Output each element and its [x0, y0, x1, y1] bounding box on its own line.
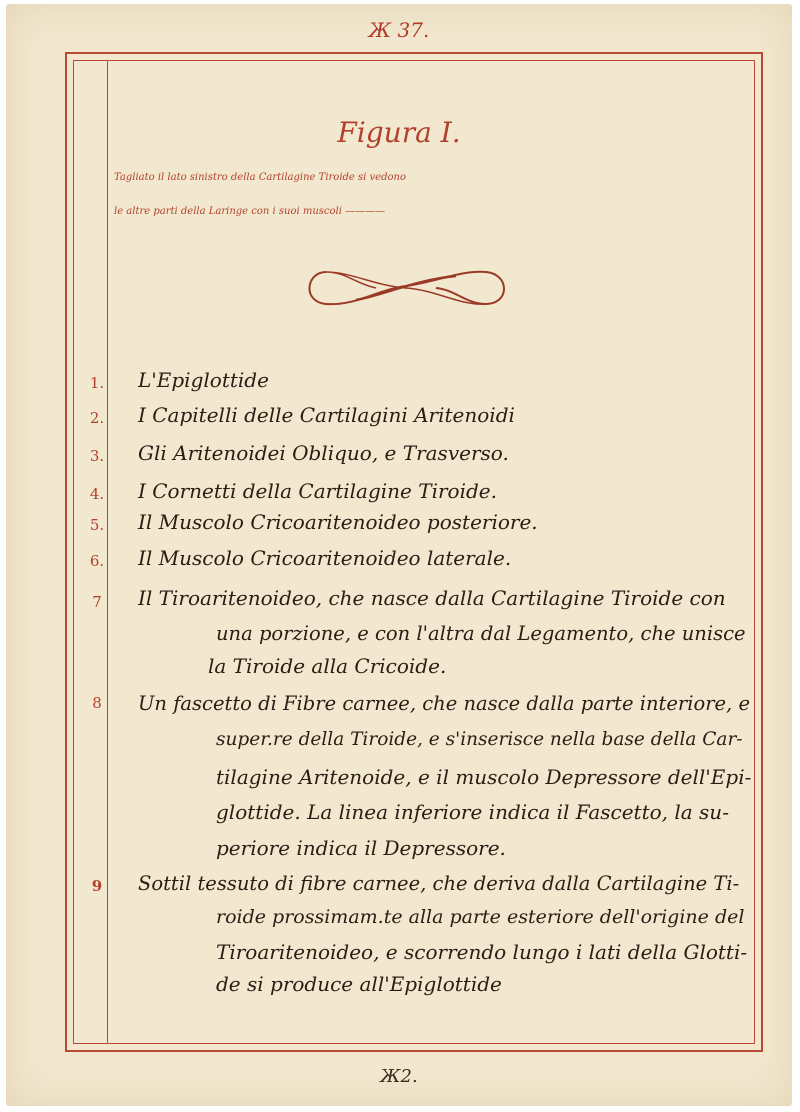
item-5-line-1: Il Muscolo Cricoaritenoideo posteriore.: [138, 510, 538, 534]
item-number-8: 8: [92, 694, 102, 712]
calligraphic-flourish-ornament: [296, 260, 516, 316]
item-number-6: 6.: [89, 552, 105, 570]
figure-title: Figura I.: [337, 116, 461, 149]
item-9-line-3: Tiroaritenoideo, e scorrendo lungo i lati della Glotti-: [216, 940, 748, 964]
item-9-line-2: roide prossimam.te alla parte esteriore dell'origine del: [216, 906, 745, 928]
item-8-line-4: glottide. La linea inferiore indica il Fascetto, la su-: [216, 800, 729, 824]
item-8-line-1: Un fascetto di Fibre carnee, che nasce dalla parte interiore, e: [138, 692, 750, 715]
item-number-4: 4.: [89, 485, 105, 503]
item-7-line-3: la Tiroide alla Cricoide.: [208, 654, 447, 678]
item-number-9: 9: [91, 877, 103, 895]
item-number-7: 7: [92, 593, 102, 611]
item-4-line-1: I Cornetti della Cartilagine Tiroide.: [138, 479, 497, 503]
item-9-line-4: de si produce all'Epiglottide: [216, 972, 502, 996]
item-8-line-3: tilagine Aritenoide, e il muscolo Depressore dell'Epi-: [216, 765, 752, 789]
item-7-line-1: Il Tiroaritenoideo, che nasce dalla Cartilagine Tiroide con: [138, 586, 726, 610]
item-9-line-1: Sottil tessuto di fibre carnee, che deriva dalla Cartilagine Ti-: [138, 872, 740, 895]
folio-number-top: Ж 37.: [368, 18, 430, 42]
item-8-line-5: periore indica il Depressore.: [216, 836, 506, 860]
item-number-5: 5.: [89, 516, 105, 534]
folio-number-bottom: Ж2.: [380, 1066, 418, 1087]
item-number-2: 2.: [89, 409, 105, 427]
item-number-3: 3.: [89, 447, 105, 465]
item-number-1: 1.: [89, 374, 105, 392]
subtitle-line-2: le altre parti della Laringe con i suoi muscoli ————: [114, 206, 386, 217]
item-2-line-1: I Capitelli delle Cartilagini Aritenoidi: [138, 403, 515, 427]
item-1-line-1: L'Epiglottide: [138, 368, 269, 392]
item-6-line-1: Il Muscolo Cricoaritenoideo laterale.: [138, 546, 512, 570]
manuscript-page: [6, 4, 792, 1106]
item-7-line-2: una porzione, e con l'altra dal Legamento, che unisce: [216, 622, 746, 645]
subtitle-line-1: Tagliato il lato sinistro della Cartilagine Tiroide si vedono: [114, 172, 406, 183]
item-3-line-1: Gli Aritenoidei Obliquo, e Trasverso.: [138, 441, 509, 465]
item-8-line-2: super.re della Tiroide, e s'inserisce nella base della Car-: [216, 729, 743, 750]
